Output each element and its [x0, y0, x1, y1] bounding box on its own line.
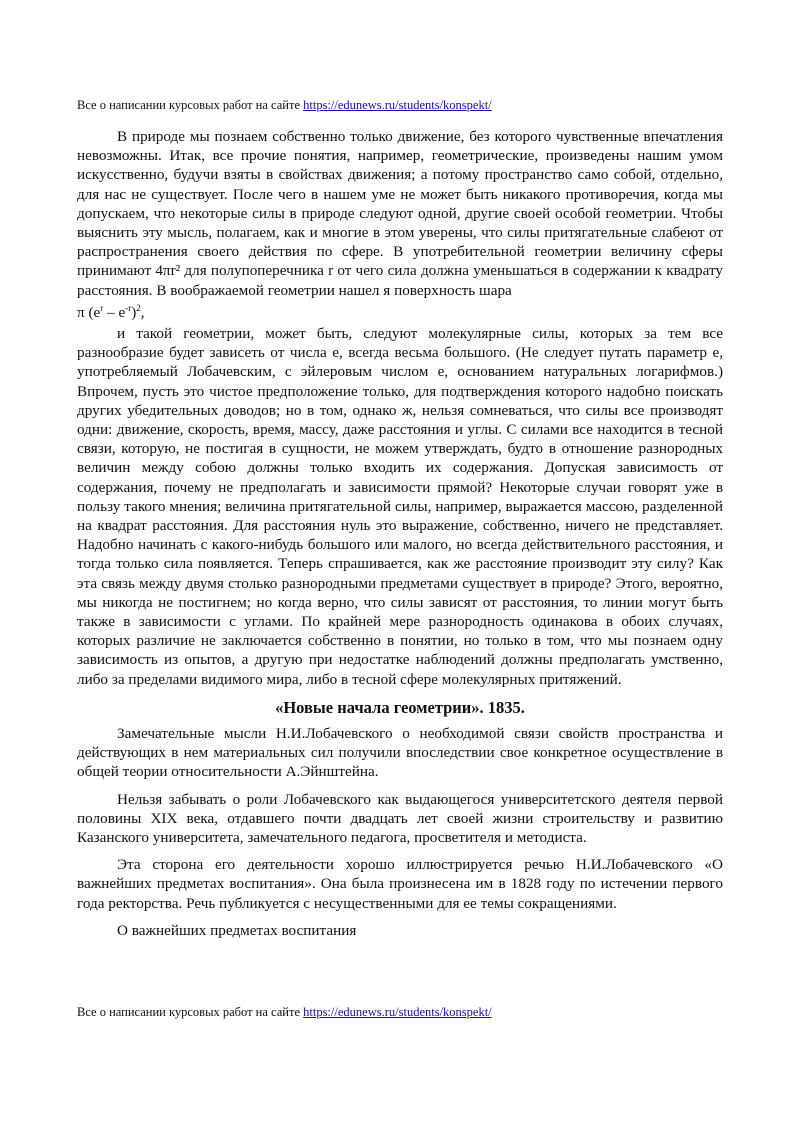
header-link[interactable]: https://edunews.ru/students/konspekt/ — [303, 98, 492, 112]
page-footer — [77, 1004, 492, 1020]
document-body — [77, 127, 723, 940]
paragraph-speech: Эта сторона его деятельности хорошо иллюстрируется речью Н.И.Лобачевского «О важнейших предметах воспитания». Она была произнесена им в 1828 году по истечении первого года ректорства. Речь публикуется с несущественными для ее темы сокращениями. — [77, 856, 723, 912]
paragraph-motion: В природе мы познаем собственно только движение, без которого чувственные впечатления невозможны. Итак, все прочие понятия, например, геометрические, произведены нашим умом искусственно, будучи взяты в свойствах движения; а потому пространство само собой, отдельно, для нас не существует. После чего в нашем уме не может быть никакого противоречия, когда мы допускаем, что некоторые силы в природе следуют одной, другие своей особой геометрии. Чтобы выяснить эту мысль, полагаем, как и многие в этом уверены, что силы притягательные слабеют от распространения своего действия по сфере. В употребительной геометрии величину сферы принимают 4πr² для полупоперечника r от чего сила должна уменьшаться в содержании к квадрату расстояния. В воображаемой геометрии нашел я поверхность шара — [77, 128, 723, 299]
footer-link[interactable]: https://edunews.ru/students/konspekt/ — [303, 1005, 492, 1019]
section-heading: «Новые начала геометрии». 1835. — [275, 697, 525, 717]
header-text: Все о написании курсовых работ на сайте — [77, 98, 304, 112]
page-header — [77, 97, 492, 113]
paragraph-einstein: Замечательные мысли Н.И.Лобачевского о необходимой связи свойств пространства и действующих в нем материальных сил получили впоследствии свое конкретное осуществление в общей теории относительности А.Эйнштейна. — [77, 724, 723, 781]
sphere-formula — [77, 303, 723, 322]
paragraph-university-role: Нельзя забывать о роли Лобачевского как выдающегося университетского деятеля первой половины XIX века, отдавшего почти двадцать лет своей жизни строительству и развитию Казанского университета, замечательного педагога, просветителя и методиста. — [77, 790, 723, 846]
formula-part: – e — [103, 303, 126, 321]
formula-part: ) — [131, 303, 137, 321]
formula-part: , — [140, 303, 145, 321]
document-page — [77, 0, 723, 1131]
formula-superscript: r — [100, 302, 104, 313]
paragraph-molecular-forces: и такой геометрии, может быть, следуют молекулярные силы, которых за тем все разнообразие будет зависеть от числа е, всегда весьма большого. (Не следует путать параметр е, употребляемый Лобачевским, с эйлеровым числом е, основанием натуральных логарифмов.) Впрочем, пусть это чистое предположение только, для подтверждения которого надобно поискать других убедительных доводов; но в том, однако ж, нельзя сомневаться, что силы все производят одни: движение, скорость, время, массу, даже расстояния и углы. С силами все находится в тесной связи, которую, не постигая в сущности, не можем утверждать, будто в отношение разнородных величин между собою должны только входить их содержания. Допуская зависимость от содержания, почему не предполагать и зависимости прямой? Некоторые случаи говорят уже в пользу такого мнения; величина притягательной силы, например, выражается массою, разделенной на квадрат расстояния. Для расстояния нуль это выражение, собственно, ничего не представляет. Надобно начинать с какого-нибудь большого или малого, но всегда действительного расстояния, и тогда только сила появляется. Теперь спрашивается, как же расстояние производит эту силу? Как эта связь между двумя столько разнородными предметами существует в природе? Этого, вероятно, мы никогда не постигнем; но когда верно, что силы зависят от расстояния, то линии могут быть также в зависимости с углами. По крайней мере разнородность одинакова в обоих случаях, которых различие не заключается собственно в понятии, но только в том, что мы познаем одну зависимость из опытов, а другую при недостатке наблюдений должны предполагать умственно, либо за пределами видимого мира, либо в тесной сфере молекулярных притяжений. — [77, 325, 723, 688]
footer-text: Все о написании курсовых работ на сайте — [77, 1005, 304, 1019]
paragraph-speech-title: О важнейших предметах воспитания — [117, 921, 357, 939]
formula-superscript: -r — [125, 302, 132, 313]
formula-superscript: 2 — [136, 302, 141, 313]
formula-part: π (e — [77, 303, 101, 321]
